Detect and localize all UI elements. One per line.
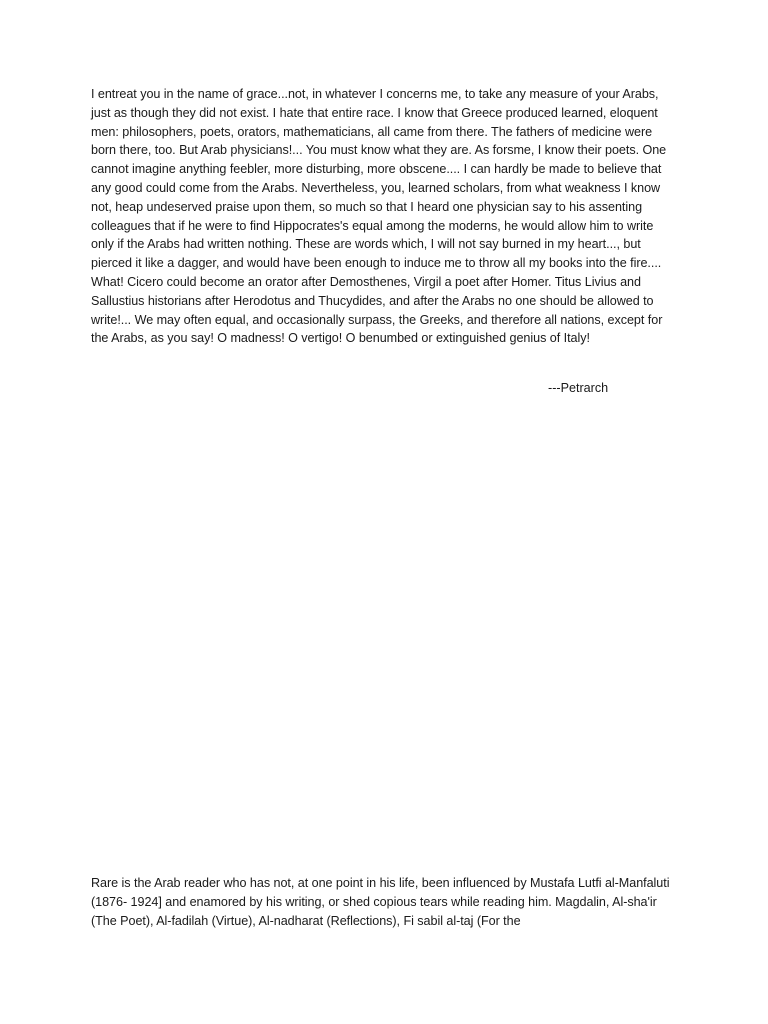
- quote-attribution: ---Petrarch: [548, 381, 609, 395]
- body-paragraph: Rare is the Arab reader who has not, at one point in his life, been influenced by Mustafa Lutfi al-Manfaluti (1876- 1924] and enamored by his writing, or shed copious tears while reading him. Magdalin, Al-sha'ir (The Poet), Al-fadilah (Virtue), Al-nadharat (Reflections), Fi sabil al-taj (For the: [91, 876, 670, 928]
- petrarch-quote: I entreat you in the name of grace...not, in whatever I concerns me, to take any measure of your Arabs, just as though they did not exist. I hate that entire race. I know that Greece produced learned, eloquent men: philosophers, poets, orators, mathematicians, all came from there. The fathers of medicine were born there, too. But Arab physicians!... You must know what they are. As forsme, I know their poets. One cannot imagine anything feebler, more disturbing, more obscene.... I can hardly be made to believe that any good could come from the Arabs. Nevertheless, you, learned scholars, from what weakness I know not, heap undeserved praise upon them, so much so that I heard one physician say to his assenting colleagues that if he were to find Hippocrates's equal among the moderns, he would allow him to write only if the Arabs had written nothing. These are words which, I will not say burned in my heart..., but pierced it like a dagger, and would have been enough to induce me to throw all my books into the fire.... What! Cicero could become an orator after Demosthenes, Virgil a poet after Homer. Titus Livius and Sallustius historians after Herodotus and Thucydides, and after the Arabs no one should be allowed to write!... We may often equal, and occasionally surpass, the Greeks, and therefore all nations, except for the Arabs, as you say! O madness! O vertigo! O benumbed or extinguished genius of Italy!: [91, 87, 667, 346]
